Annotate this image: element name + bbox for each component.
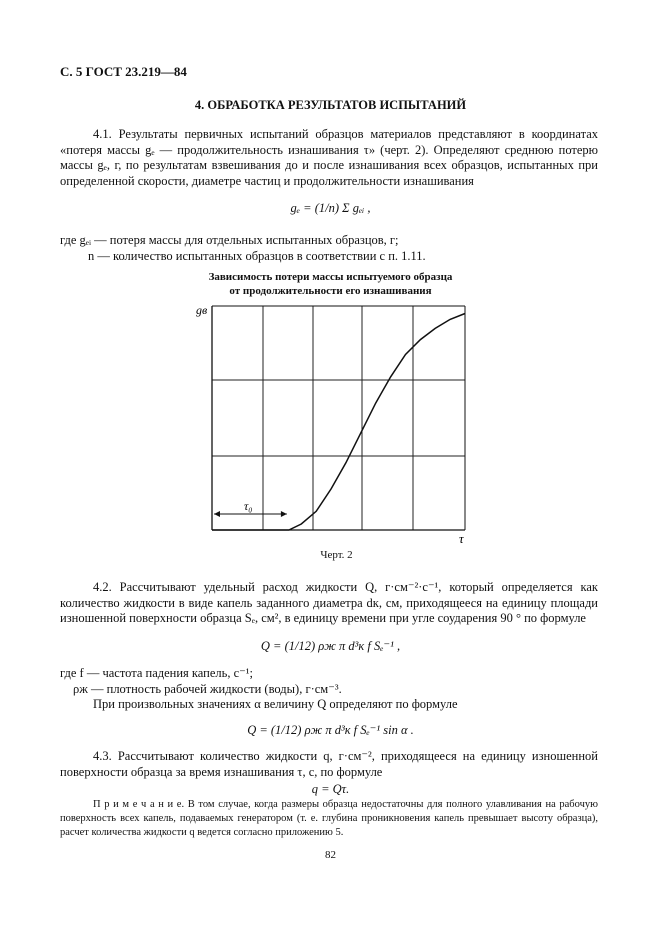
chart-axes [212,306,465,530]
figure-caption: Черт. 2 [320,549,353,561]
tau0-label: τ₀ [244,499,253,513]
definition-alpha-intro: При произвольных значениях α величину Q определяют по формуле [93,697,458,711]
definition-g: где gₑᵢ — потеря массы для отдельных испытанных образцов, г; [60,233,399,247]
tau0-arrow-left [214,511,220,517]
paragraph-4-3: 4.3. Рассчитывают количество жидкости q, г·см⁻², приходящееся на единицу изношенной поверхности образца за время изнашивания τ, с, по формуле [60,749,598,779]
definition-rho: ρж — плотность рабочей жидкости (воды), г·см⁻³. [73,681,342,696]
page-header: С. 5 ГОСТ 23.219—84 [60,64,187,79]
formula-specific-flow: Q = (1/12) ρж π d³к f Sₑ⁻¹ , [260,639,401,653]
chart-title-line-1: Зависимость потери массы испытуемого образца [208,271,453,283]
tau0-arrow-right [281,511,287,517]
formula-specific-flow-alpha: Q = (1/12) ρж π d³к f Sₑ⁻¹ sin α . [247,723,414,737]
definition-n: n — количество испытанных образцов в соответствии с п. 1.11. [88,248,426,263]
formula-mean-mass-loss: gₑ = (1/n) Σ gₑᵢ , [290,201,371,215]
definition-f: где f — частота падения капель, с⁻¹; [60,666,253,680]
y-axis-label: gв [196,303,208,317]
chart-curve [212,314,465,531]
definitions-2 [60,666,458,713]
formula-q: q = Qτ. [311,782,350,796]
paragraph-4-2: 4.2. Рассчитывают удельный расход жидкости Q, г·см⁻²·с⁻¹, который определяется как количество жидкости в виде капель заданного диаметра dк, см, приходящееся на единицу площади изношенной поверхности образца Sₑ, см², в единицу времени при угле соударения 90 ° по формуле [60,580,598,625]
paragraph-4-1: 4.1. Результаты первичных испытаний образцов материалов представляют в координатах «потеря массы gₑ — продолжительность изнашивания τ» (черт. 2). Определяют среднюю потерю массы gₑ, г, по результатам взвешивания до и после изнашивания всех образцов, испытанных при определенной скорости, диаметре частиц и продолжительности изнашивания [60,127,598,188]
page-number: 82 [325,849,336,861]
mass-loss-curve [212,314,465,531]
chart-grid [212,306,465,530]
chart-title-line-2: от продолжительности его изнашивания [229,285,432,297]
section-title: 4. ОБРАБОТКА РЕЗУЛЬТАТОВ ИСПЫТАНИЙ [194,98,467,112]
note: П р и м е ч а н и е. В том случае, когда размеры образца недостаточны для полного улавливания на рабочую поверхность всех капель, подаваемых генератором (т. е. глубина проникновения капель превышает высоту образца), расчет количества жидкости q ведется согласно приложению 5. [60,799,598,838]
chart-labels [196,303,465,546]
x-axis-label: τ [459,531,464,546]
